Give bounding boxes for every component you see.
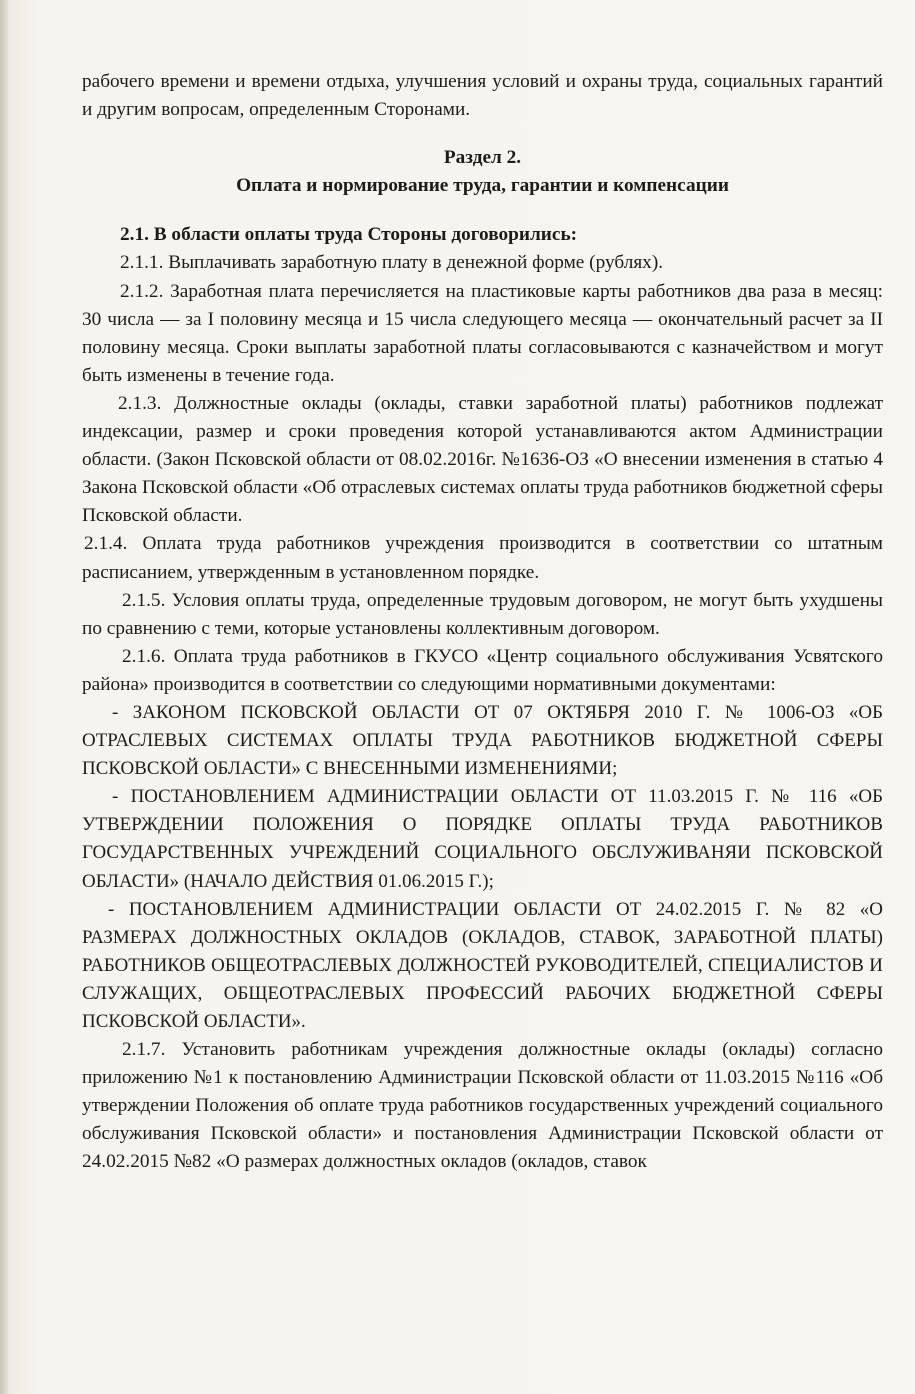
clause-2-1-heading: 2.1. В области оплаты труда Стороны договорились: <box>120 224 578 246</box>
intro-paragraph: рабочего времени и времени отдыха, улучшения условий и охраны труда, социальных гарантий и другим вопросам, определенным Сторонами. <box>82 71 883 121</box>
clause-2-1-7: 2.1.7. Установить работникам учреждения должностные оклады (оклады) согласно приложению №1 к постановлению Администрации Псковской области от 11.03.2015 №116 «Об утверждении Положения об оплате труда работников государственных учреждений социального обслуживания Псковской области» и постановления Администрации Псковской области от 24.02.2015 №82 «О размерах должностных окладов (окладов, ставок <box>82 1039 883 1173</box>
section-title: Оплата и нормирование труда, гарантии и компенсации <box>236 175 729 197</box>
clause-2-1-1: 2.1.1. Выплачивать заработную плату в денежной форме (рублях). <box>120 252 664 274</box>
clause-2-1-4: 2.1.4. Оплата труда работников учреждения производится в соответствии со штатным расписанием, утвержденным в установленном порядке. <box>82 533 883 583</box>
clause-2-1-5: 2.1.5. Условия оплаты труда, определенные трудовым договором, не могут быть ухудшены по сравнению с теми, которые установлены коллективным договором. <box>82 589 883 639</box>
page-edge-shadow <box>0 0 8 1394</box>
normative-document-1: - ЗАКОНОМ ПСКОВСКОЙ ОБЛАСТИ ОТ 07 ОКТЯБРЯ 2010 Г. № 1006-ОЗ «ОБ ОТРАСЛЕВЫХ СИСТЕМАХ ОПЛАТЫ ТРУДА РАБОТНИКОВ БЮДЖЕТНОЙ СФЕРЫ ПСКОВСКОЙ ОБЛАСТИ» С ВНЕСЕННЫМИ ИЗМЕНЕНИЯМИ; <box>82 701 883 780</box>
clause-2-1-6: 2.1.6. Оплата труда работников в ГКУСО «Центр социального обслуживания Усвятского района» производится в соответствии со следующими нормативными документами: <box>82 645 883 695</box>
clause-2-1-2: 2.1.2. Заработная плата перечисляется на пластиковые карты работников два раза в месяц: 30 числа — за I половину месяца и 15 числа следующего месяца — окончательный расчет за II половину месяца. Сроки выплаты заработной платы согласовываются с казначейством и могут быть изменены в течение года. <box>82 280 883 386</box>
section-number: Раздел 2. <box>443 147 522 169</box>
normative-document-3: - ПОСТАНОВЛЕНИЕМ АДМИНИСТРАЦИИ ОБЛАСТИ ОТ 24.02.2015 Г. № 82 «О РАЗМЕРАХ ДОЛЖНОСТНЫХ ОКЛАДОВ (ОКЛАДОВ, СТАВОК, ЗАРАБОТНОЙ ПЛАТЫ) РАБОТНИКОВ ОБЩЕОТРАСЛЕВЫХ ДОЛЖНОСТЕЙ РУКОВОДИТЕЛЕЙ, СПЕЦИАЛИСТОВ И СЛУЖАЩИХ, ОБЩЕОТРАСЛЕВЫХ ПРОФЕССИЙ РАБОЧИХ БЮДЖЕТНОЙ СФЕРЫ ПСКОВСКОЙ ОБЛАСТИ». <box>82 898 883 1032</box>
normative-document-2: - ПОСТАНОВЛЕНИЕМ АДМИНИСТРАЦИИ ОБЛАСТИ ОТ 11.03.2015 Г. № 116 «ОБ УТВЕРЖДЕНИИ ПОЛОЖЕНИЯ О ПОРЯДКЕ ОПЛАТЫ ТРУДА РАБОТНИКОВ ГОСУДАРСТВЕННЫХ УЧРЕЖДЕНИЙ СОЦИАЛЬНОГО ОБСЛУЖИВАНЯИ ПСКОВСКОЙ ОБЛАСТИ» (НАЧАЛО ДЕЙСТВИЯ 01.06.2015 Г.); <box>82 786 883 892</box>
clause-2-1-3: 2.1.3. Должностные оклады (оклады, ставки заработной платы) работников подлежат индексации, размер и сроки проведения которой устанавливаются актом Администрации области. (Закон Псковской области от 08.02.2016г. №1636-ОЗ «О внесении изменения в статью 4 Закона Псковской области «Об отраслевых системах оплаты труда работников бюджетной сферы Псковской области. <box>82 392 883 527</box>
